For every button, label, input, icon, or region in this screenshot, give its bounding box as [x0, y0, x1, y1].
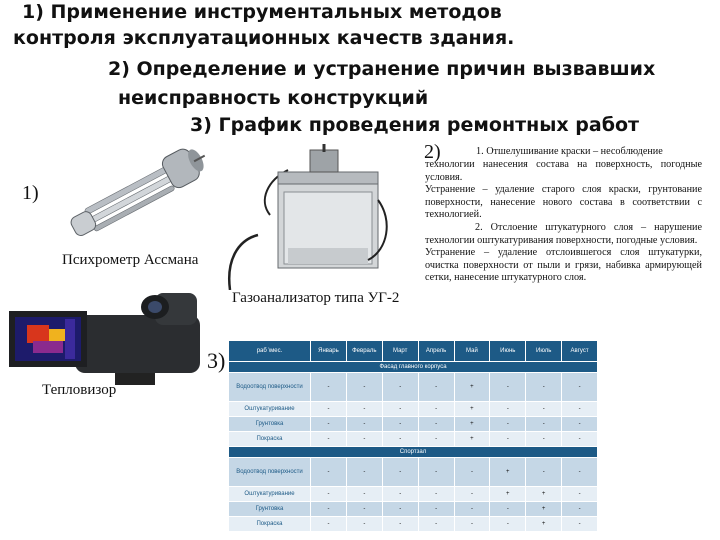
schedule-cell: -: [418, 402, 454, 417]
schedule-cell: -: [418, 502, 454, 517]
header-cell: Июль: [526, 341, 562, 362]
schedule-cell: -: [346, 373, 382, 402]
schedule-cell: -: [346, 402, 382, 417]
schedule-cell: -: [418, 432, 454, 447]
schedule-cell: -: [526, 432, 562, 447]
schedule-cell: -: [382, 517, 418, 532]
section-row: [229, 362, 598, 373]
schedule-cell: -: [562, 517, 598, 532]
work-name-cell: Водоотвод поверхности: [229, 458, 311, 487]
paragraph-plaster-detach: 2. Отслоение штукатурного слоя – нарушение технологии оштукатуривания поверхности, погодные условия.: [425, 221, 702, 246]
header-cell: Июнь: [490, 341, 526, 362]
schedule-cell: -: [346, 432, 382, 447]
schedule-cell: -: [490, 417, 526, 432]
schedule-cell: +: [454, 432, 490, 447]
schedule-cell: -: [346, 517, 382, 532]
schedule-cell: -: [562, 487, 598, 502]
work-name-cell: Оштукатуривание: [229, 402, 311, 417]
schedule-cell: -: [311, 417, 347, 432]
repair-schedule-table: [228, 340, 598, 532]
schedule-cell: -: [346, 487, 382, 502]
schedule-cell: -: [562, 458, 598, 487]
section-row: [229, 447, 598, 458]
schedule-cell: -: [311, 458, 347, 487]
schedule-cell: +: [454, 417, 490, 432]
schedule-cell: -: [382, 487, 418, 502]
schedule-cell: -: [562, 417, 598, 432]
work-name-cell: Грунтовка: [229, 417, 311, 432]
schedule-cell: -: [418, 487, 454, 502]
schedule-cell: -: [526, 417, 562, 432]
header-cell: Май: [454, 341, 490, 362]
heading-line-2a: 2) Определение и устранение причин вызвавших: [108, 58, 656, 80]
schedule-cell: -: [311, 402, 347, 417]
caption-thermal-imager: Тепловизор: [42, 382, 117, 398]
work-name-cell: Грунтовка: [229, 502, 311, 517]
schedule-cell: -: [418, 417, 454, 432]
schedule-cell: -: [490, 517, 526, 532]
schedule-cell: -: [382, 432, 418, 447]
schedule-cell: -: [490, 502, 526, 517]
work-name-cell: Водоотвод поверхности: [229, 373, 311, 402]
schedule-cell: -: [311, 432, 347, 447]
schedule-cell: -: [311, 502, 347, 517]
paragraph-paint-fix: Устранение – удаление старого слоя краски, грунтование поверхности, нанесение нового состава в соответствии с технологией.: [425, 184, 702, 221]
table-row: [229, 487, 598, 502]
schedule-cell: -: [490, 402, 526, 417]
header-cell: Февраль: [346, 341, 382, 362]
schedule-cell: -: [418, 458, 454, 487]
schedule-cell: -: [526, 458, 562, 487]
schedule-cell: -: [382, 458, 418, 487]
label-1: 1): [22, 182, 39, 204]
schedule-cell: +: [490, 458, 526, 487]
heading-line-2b: неисправность конструкций: [118, 87, 429, 109]
table-row: [229, 417, 598, 432]
psychrometer-image: [55, 140, 215, 245]
schedule-cell: -: [562, 373, 598, 402]
table-row: [229, 432, 598, 447]
header-cell: Август: [562, 341, 598, 362]
gas-analyzer-image: [218, 140, 408, 290]
schedule-cell: -: [311, 373, 347, 402]
schedule-cell: -: [454, 487, 490, 502]
section-title: Спортзал: [229, 447, 598, 458]
schedule-cell: +: [526, 502, 562, 517]
schedule-cell: -: [526, 373, 562, 402]
schedule-cell: +: [526, 517, 562, 532]
header-cell: Январь: [311, 341, 347, 362]
work-name-cell: Оштукатуривание: [229, 487, 311, 502]
caption-gas-analyzer: Газоанализатор типа УГ-2: [232, 290, 400, 306]
schedule-cell: -: [346, 417, 382, 432]
heading-line-3: 3) График проведения ремонтных работ: [190, 114, 640, 136]
defect-text-first-line: 1. Отшелушивание краски – несоблюдение: [476, 146, 663, 157]
schedule-cell: -: [311, 517, 347, 532]
label-3: 3): [207, 348, 226, 373]
schedule-cell: -: [454, 502, 490, 517]
schedule-cell: -: [382, 402, 418, 417]
heading-line-1a: 1) Применение инструментальных методов: [22, 1, 502, 23]
schedule-cell: +: [490, 487, 526, 502]
schedule-cell: +: [454, 402, 490, 417]
heading-line-1b: контроля эксплуатационных качеств здания.: [13, 27, 515, 49]
paragraph-plaster-fix: Устранение – удаление отслоившегося слоя штукатурки, очистка поверхности от пыли и грязи, набивка армирующей сетки, нанесение штукатурного слоя.: [425, 247, 702, 284]
schedule-cell: -: [418, 373, 454, 402]
schedule-cell: -: [526, 402, 562, 417]
schedule-cell: -: [311, 487, 347, 502]
schedule-cell: -: [454, 458, 490, 487]
schedule-cell: -: [490, 373, 526, 402]
schedule-cell: -: [490, 432, 526, 447]
schedule-cell: -: [562, 432, 598, 447]
table-row: [229, 373, 598, 402]
schedule-cell: +: [454, 373, 490, 402]
table-row: [229, 402, 598, 417]
caption-psychrometer: Психрометр Ассмана: [62, 252, 199, 268]
header-cell: Апрель: [418, 341, 454, 362]
schedule-cell: -: [562, 502, 598, 517]
label-2: 2): [424, 141, 441, 163]
schedule-cell: -: [562, 402, 598, 417]
schedule-cell: -: [454, 517, 490, 532]
header-cell: раб \мес.: [229, 341, 311, 362]
schedule-header-row: [229, 341, 598, 362]
schedule-cell: -: [418, 517, 454, 532]
table-row: [229, 502, 598, 517]
work-name-cell: Покраска: [229, 432, 311, 447]
schedule-cell: -: [346, 458, 382, 487]
table-row: [229, 458, 598, 487]
header-cell: Март: [382, 341, 418, 362]
section-title: Фасад главного корпуса: [229, 362, 598, 373]
schedule-cell: +: [526, 487, 562, 502]
schedule-cell: -: [382, 373, 418, 402]
schedule-cell: -: [382, 417, 418, 432]
work-name-cell: Покраска: [229, 517, 311, 532]
table-row: [229, 517, 598, 532]
schedule-cell: -: [382, 502, 418, 517]
paragraph-peeling-paint: технологии нанесения состава на поверхность, погодные условия.: [425, 159, 702, 183]
schedule-cell: -: [346, 502, 382, 517]
thermal-imager-image: [5, 275, 210, 385]
defect-text-block: [425, 159, 702, 285]
